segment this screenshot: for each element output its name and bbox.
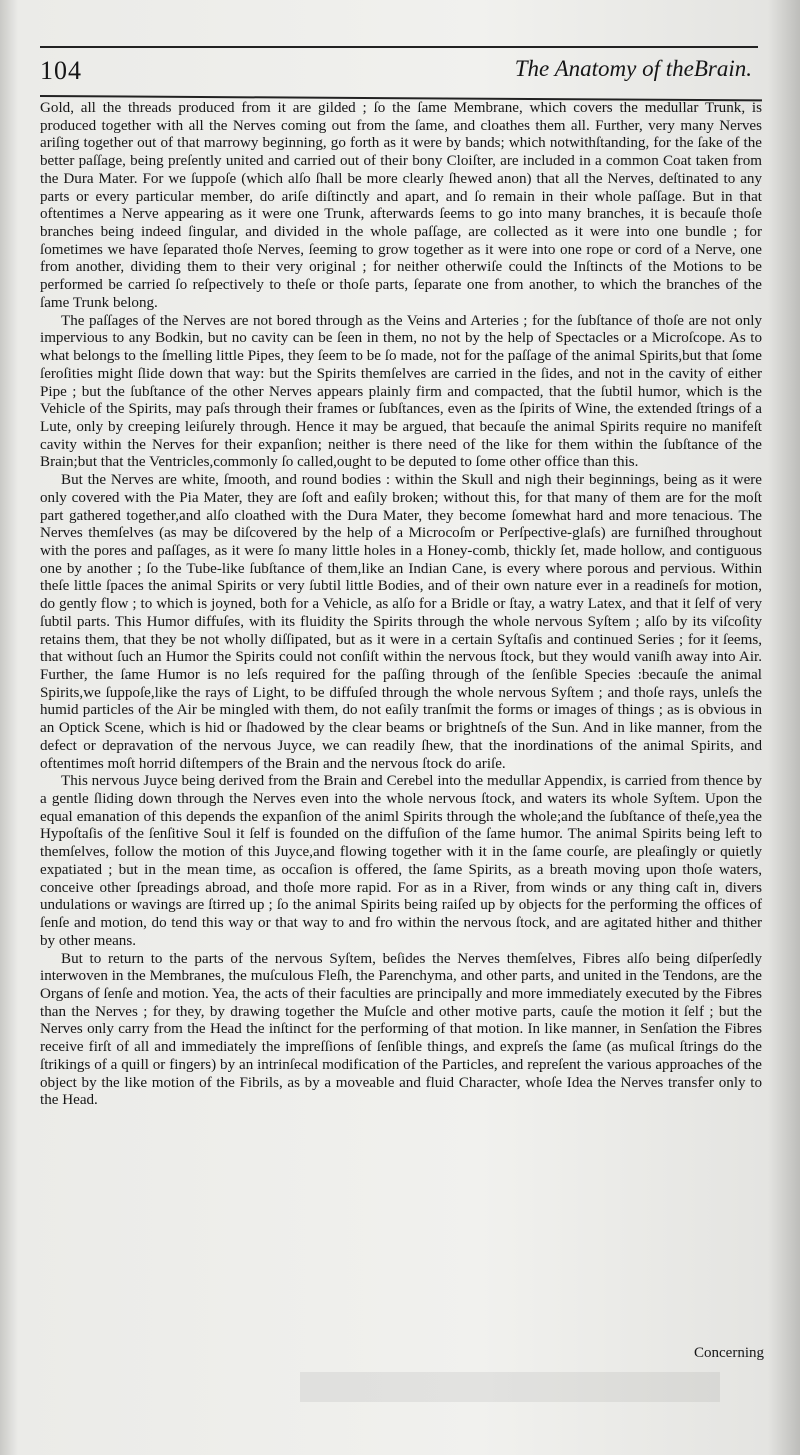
catchword: Concerning: [694, 1345, 764, 1361]
paragraph-4: This nervous Juyce being derived from the Brain and Cerebel into the medullar Appendix, is carried from thence by a gentle ſliding down through the Nerves even into the whole nervous ſtock, and waters its whole Syſtem. Upon the equal emanation of this depends the expanſion of the animl Spirits through the whole;and the ſubſtance of theſe,yea the Hypoſtaſis of the ſenſitive Soul it ſelf is founded on the diffuſion of the ſame humor. The animal Spirits being left to themſelves, follow the motion of this Juyce,and flowing together with it in the ſame courſe, are pleaſingly or quietly expatiated ; but in the mean time, as occaſion is offered, the ſame Spirits, as a breath moving upon thoſe waters, conceive other ſpreadings abroad, and thoſe more rapid. For as in a River, from winds or any thing caſt in, divers undulations or wavings are ſtirred up ; ſo the animal Spirits being raiſed up by objects for the performing the offices of ſenſe and motion, do tend this way or that way to and fro within the nervous ſtock, and are agitated hither and thither by other means.: [40, 773, 762, 949]
paragraph-5: But to return to the parts of the nervous Syſtem, beſides the Nerves themſelves, Fibres alſo being diſperſedly interwoven in the Membranes, the muſculous Fleſh, the Parenchyma, and other parts, and united in the Tendons, are the Organs of ſenſe and motion. Yea, the acts of their faculties are principally and more immediately executed by the Fibres than the Nerves ; for they, by drawing together the Muſcle and other motive parts, cauſe the motion it ſelf ; but the Nerves only carry from the Head the inſtinct for the performing of that motion. In like manner, in Senſation the Fibres receive firſt of all and immediately the impreſſions of ſenſible things, and expreſs the ſame (as muſical ſtrings do the ſtrikings of a quill or fingers) by an intrinſecal modification of the Particles, and repreſent the various approaches of the object by the like motion of the Fibrils, as by a moveable and fluid Character, whoſe Idea the Nerves transfer only to the Head.: [40, 950, 762, 1109]
paragraph-2: The paſſages of the Nerves are not bored through as the Veins and Arteries ; for the ſubſtance of thoſe are not only impervious to any Bodkin, but no cavity can be ſeen in them, no not by the help of Spectacles or a Microſcope. As to what belongs to the ſmelling little Pipes, they ſeem to be ſo made, not for the paſſage of the animal Spirits,but that ſome ſeroſities might ſlide down that way: but the Spirits themſelves are carried in the ſides, and not in the cavity of either Pipe ; but the ſubſtance of the other Nerves appears plainly firm and compacted, that the ſubtil humor, which is the Vehicle of the Spirits, may paſs through their frames or ſubſtances, even as the ſpirits of Wine, the extended ſtrings of a Lute, only by creeping leiſurely through. Hence it may be argued, that becauſe the animal Spirits require no manifeſt cavity within the Nerves for their expanſion; neither is there need of the like for them within the ſubſtance of the Brain;but that the Ventricles,commonly ſo called,ought to be deputed to ſome other office than this.: [40, 312, 762, 471]
page-number: 104: [40, 56, 82, 85]
paragraph-1: Gold, all the threads produced from it are gilded ; ſo the ſame Membrane, which covers the medullar Trunk, is produced together with all the Nerves coming out from the ſame, and cloathes them all. Further, very many Nerves ariſing together out of that marrowy beginning, go forth as it were by bands; which notwithſtanding, for the ſake of the better paſſage, being preſently united and carried out of their bony Cloiſter, are included in a common Coat taken from the Dura Mater. For we ſuppoſe (which alſo ſhall be more clearly ſhewed anon) that all the Nerves, deſtinated to any parts or every particular member, do ariſe diſtinctly and apart, and ſo remain in their whole paſſage. But in that oftentimes a Nerve appearing as it were one Trunk, afterwards ſeems to go into many branches, it is becauſe thoſe branches being indeed ſingular, and divided in the whole paſſage, are collected as it were into one bundle ; for ſometimes we have ſeparated thoſe Nerves, ſeeming to grow together as it were into one rope or cord of a Nerve, one from another, dividing them to their very original ; for neither otherwiſe could the Inſtincts of the Motions to be performed be carried ſo reſpectively to theſe or thoſe parts, ſeparate one from another, to which the branches of the ſame Trunk belong.: [40, 100, 762, 311]
paragraph-3: But the Nerves are white, ſmooth, and round bodies : within the Skull and nigh their beginnings, being as it were only covered with the Pia Mater, they are ſoft and eaſily broken; without this, for that many of them are for the moſt part gathered together,and alſo cloathed with the Dura Mater, they become ſomewhat hard and more tenacious. The Nerves themſelves (as may be diſcovered by the help of a Microcoſm or Perſpective-glaſs) are furniſhed throughout with the pores and paſſages, as it were ſo many little holes in a Honey-comb, thickly ſet, made hollow, and contiguous one by another ; ſo the Tube-like ſubſtance of them,like an Indian Cane, is every where porous and pervious. Within theſe little ſpaces the animal Spirits or very ſubtil little Bodies, and of their own nature ever in a readineſs for motion, do gently flow ; to which is joyned, both for a Vehicle, as alſo for a Bridle or ſtay, a watry Latex, and that it ſelf of very ſubtil parts. This Humor diffuſes, with its fluidity the Spirits through the whole nervous Syſtem ; alſo by its viſcoſity retains them, that they be not wholly diſſipated, but as it were in a certain Syſtaſis and continued Series ; for it ſeems, that without ſuch an Humor the Spirits could not conſiſt within the nervous ſtock, but they would vaniſh away into Air. Further, the ſame Humor is no leſs required for the paſſing through of the ſenſible Species :becauſe the animal Spirits,we ſuppoſe,like the rays of Light, to be diffuſed through the whole nervous Syſtem ; and thoſe rays, unleſs the humid particles of the Air be mingled with them, do not eaſily tranſmit the forms or images of things ; as is obvious in an Optick Scene, which is hid or ſhadowed by the clear beams or brightneſs of the Sun. And in like manner, from the defect or depravation of the nervous Juyce, we can readily ſhew, that the inordinations of the animal Spirits, and oftentimes moſt horrid diſtempers of the Brain and the nervous ſtock do ariſe.: [40, 472, 762, 772]
top-rule: [40, 46, 758, 48]
page-header: [40, 50, 756, 92]
running-title: The Anatomy of theBrain.: [514, 56, 752, 81]
show-through-shadow: [300, 1372, 720, 1402]
body-text: [40, 100, 762, 1110]
